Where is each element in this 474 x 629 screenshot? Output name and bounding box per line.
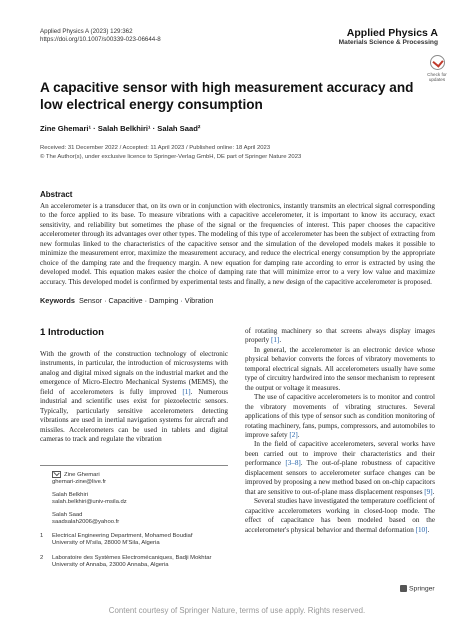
paragraph-text: of rotating machinery so that screens always display images properly — [245, 327, 435, 345]
citation-link[interactable]: [2] — [289, 430, 298, 439]
citation-link[interactable]: [9] — [424, 487, 433, 496]
affiliation — [40, 533, 192, 547]
citation: Applied Physics A (2023) 129:362 — [40, 28, 133, 35]
journal-header — [339, 27, 438, 47]
article-header-left — [40, 28, 161, 44]
abstract-text: An accelerometer is a transducer that, on its own or in conjunction with electronics, instantly transmits an electrical signal corresponding to the force applied to its base. To measure vibrations with a capacitive accelerometer, it is important to know its accuracy, exact sensitivity, and reliability but sometimes the phase of the signal or the frequencies of interest. This paper chooses the capacitive accelerometer through its advantages over other types. The modeling of this type of accelerometer has been the subject of extracting from new formulas linked to the characteristics of the capacitive sensor and the simulation of the developed models makes it possible to minimize the measurement error, maximize the measurement accuracy, and reduce the electrical energy consumption by the appropriate choice of the damping rate and the frequency margin. A new equation for damping rate according to error is extracted by using the developed model. This equation makes easier the choice of damping rate that will minimize error to a very low value and maximize accuracy. This developed model is confirmed by experimental tests and finally, a new design of the capacitive accelerometer is proposed. — [40, 201, 435, 286]
abstract-heading: Abstract — [40, 190, 73, 199]
affiliation-line: University of M’sila, 28000 M’Sila, Algeria — [52, 540, 160, 547]
citation-link[interactable]: [1] — [182, 387, 191, 396]
copyright-line: © The Author(s), under exclusive licence to Springer-Verlag GmbH, DE part of Springer Nature 2023 — [40, 153, 302, 160]
paragraph-text: . The out-of-plane robustness of capacitive displacement sensors to accelerometer surface changes can be improved by proposing a new method based on on-chip capacitors that are sensitive to out-of-plane mass displacement responses — [245, 459, 435, 496]
doi-link[interactable]: https://doi.org/10.1007/s00339-023-06644-8 — [40, 36, 161, 43]
article-dates — [40, 144, 301, 161]
paragraph — [245, 497, 435, 535]
corresponding-authors — [52, 471, 127, 527]
paragraph — [245, 393, 435, 440]
contact-email[interactable]: ghemari-zine@live.fr — [52, 479, 107, 486]
paragraph-text: . Numerous industrial and scientific uses exist for piezoelectric sensors. Typically, particularly sensitive accelerometers detecting vibrations are used in inertial navigation systems for aircraft and missiles. Accelerometers can be used in tablets and digital cameras to track and regulate the vibration — [40, 387, 228, 444]
keywords-text: Sensor · Capacitive · Damping · Vibration — [78, 296, 214, 305]
springer-logo-icon — [400, 585, 407, 592]
check-updates-label: Check for updates — [427, 72, 447, 82]
contact-name: Salah Belkhiri — [52, 491, 89, 498]
paragraph-text: In the field of capacitive accelerometers, several works have been carried out to improve their characteristics and their performance — [245, 440, 435, 468]
envelope-icon — [52, 471, 61, 478]
intro-right-column — [245, 327, 435, 535]
contact-email[interactable]: saadsalah2006@yahoo.fr — [52, 519, 120, 526]
affiliation-line: Electrical Engineering Department, Mohamed Boudiaf — [52, 533, 193, 539]
affiliation-number: 1 — [40, 533, 44, 539]
paragraph — [245, 440, 435, 497]
intro-heading: 1 Introduction — [40, 327, 104, 338]
citation-link[interactable]: [1] — [270, 336, 280, 345]
paragraph-text: . — [427, 525, 430, 534]
check-for-updates-badge[interactable] — [424, 55, 450, 82]
author-list: Zine Ghemari¹ · Salah Belkhiri¹ · Salah Saad² — [40, 124, 201, 133]
footnote-separator — [40, 465, 228, 466]
publisher-tag — [400, 585, 435, 592]
paragraph — [245, 327, 435, 346]
contact-name: Salah Saad — [52, 511, 83, 518]
check-updates-icon — [430, 55, 445, 70]
article-title: A capacitive sensor with high measurement accuracy and low electrical energy consumption — [40, 80, 414, 112]
affiliation-line: Laboratoire des Systèmes Electromécaniques, Badji Mokhtar — [52, 555, 212, 561]
paragraph-text: The use of capacitive accelerometers is to monitor and control the vibratory movements of vibrating structures. Several applications of this type of sensor such as condition monitoring of rotating machinery, fans, pumps, compressors, and automobiles to improve safety — [245, 393, 435, 439]
affiliation-number: 2 — [40, 555, 44, 561]
paragraph-text: With the growth of the construction technology of electronic instruments, in particular, the introduction of microsystems with analog and digital mixed signals on the industrial market and the emergence of Micro-Electro Mechanical Systems (MEMS), the field of accelerometers is fully improved — [40, 350, 228, 396]
contact-name: Zine Ghemari — [64, 472, 100, 479]
paragraph: In general, the accelerometer is an electronic device whose physical behavior converts the forces of vibratory movements to temporal electrical signals. All accelerometers usually have some type of circuitry hardwired into the sensor mechanism to represent the output or voltage it measures. — [245, 345, 435, 392]
paragraph-text: . — [432, 487, 435, 496]
paragraph-text: Several studies have investigated the temperature coefficient of capacitive accelerometers working in closed-loop mode. The effect of capacitance has been modeled based on the accelerometer's physical behavior and thermal deformation — [245, 497, 435, 534]
affiliation-line: University of Annaba, 23000 Annaba, Algeria — [52, 562, 169, 569]
abstract-section — [40, 190, 435, 287]
citation-link[interactable]: [3–8] — [285, 459, 301, 468]
paragraph-text: . — [297, 430, 300, 439]
keywords-label: Keywords — [40, 296, 75, 305]
page-footer: Content courtesy of Springer Nature, terms of use apply. Rights reserved. — [108, 606, 366, 615]
citation-link[interactable]: [10] — [415, 525, 428, 534]
contact-email[interactable]: salah.belkhiri@univ-msila.dz — [52, 499, 127, 506]
intro-left-column — [40, 350, 228, 445]
dates-line: Received: 31 December 2022 / Accepted: 11 April 2023 / Published online: 18 April 2023 — [40, 145, 271, 151]
paragraph-text: . — [279, 336, 282, 345]
journal-subtitle: Materials Science & Processing — [338, 39, 438, 46]
publisher-name: Springer — [409, 585, 435, 593]
paragraph — [40, 350, 228, 445]
affiliation — [40, 555, 211, 569]
keywords — [40, 296, 213, 305]
journal-name: Applied Physics A — [346, 27, 438, 39]
